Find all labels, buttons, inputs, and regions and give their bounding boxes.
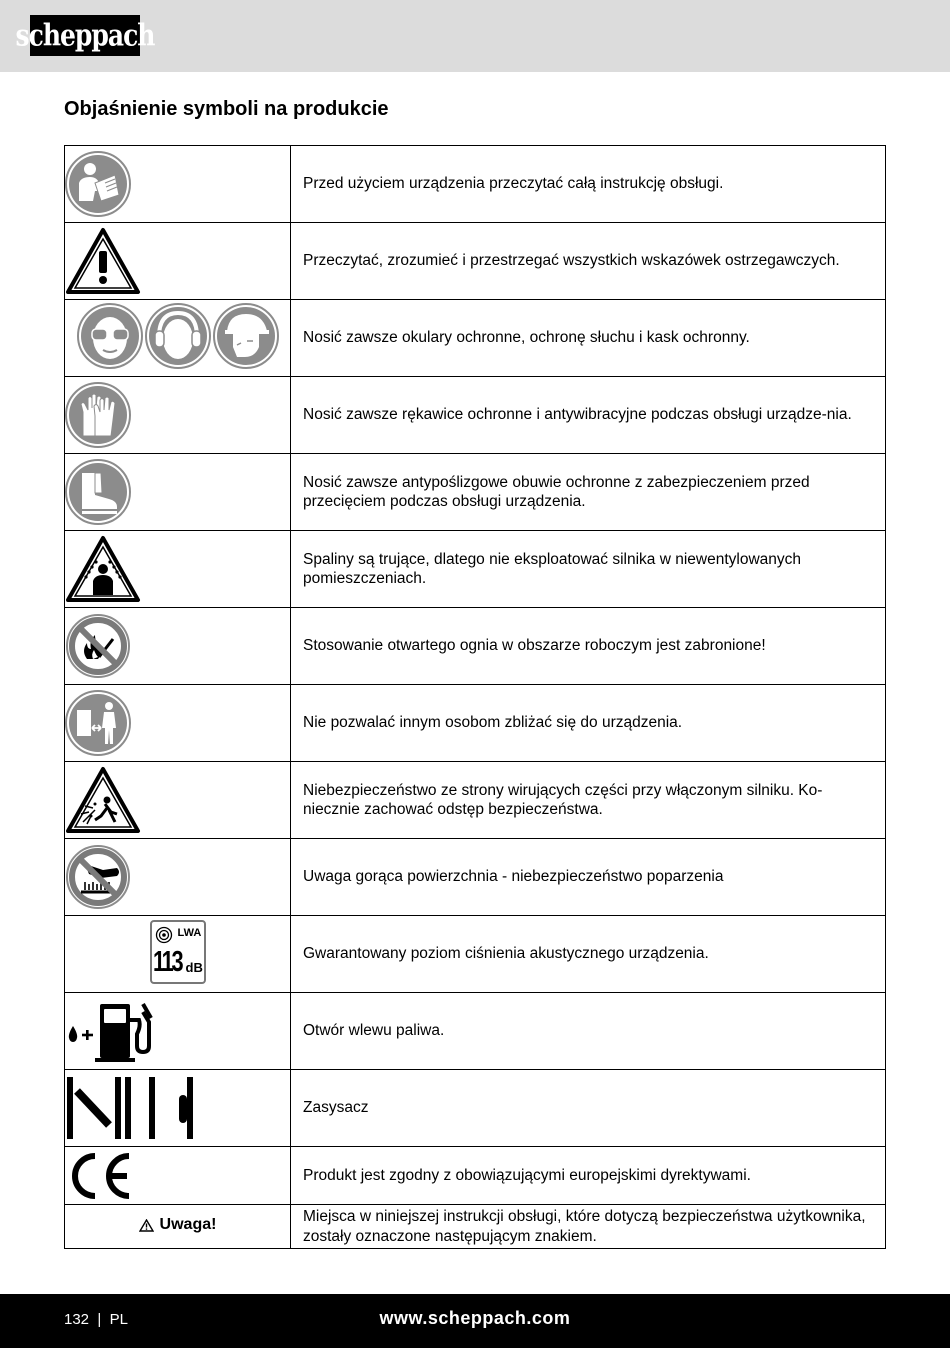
row-description: Przeczytać, zrozumieć i przestrzegać wszystkich wskazówek ostrzegawczych.: [291, 223, 886, 300]
uwaga-text: Uwaga!: [159, 1216, 217, 1234]
rotating-parts-warning-icon: [65, 766, 141, 834]
row-description: Przed użyciem urządzenia przeczytać całą instrukcję obsługi.: [291, 146, 886, 223]
table-row: [65, 1070, 886, 1147]
table-row: [65, 300, 886, 377]
page-language: PL: [109, 1311, 128, 1328]
row-description: Niebezpieczeństwo ze strony wirujących części przy włączonym silniku. Ko-niecznie zachować odstęp bezpieczeństwa.: [291, 762, 886, 839]
ce-mark-icon: [65, 1152, 135, 1200]
table-row: [65, 993, 886, 1070]
row-description: Nosić zawsze rękawice ochronne i antywibracyjne podczas obsługi urządze-nia.: [291, 377, 886, 454]
table-row: [65, 146, 886, 223]
page-separator: |: [93, 1311, 106, 1328]
choke-icon: [65, 1075, 195, 1141]
table-row: [65, 685, 886, 762]
safety-boots-icon: [65, 459, 131, 525]
table-row: [65, 454, 886, 531]
read-manual-icon: [65, 151, 131, 217]
sound-power-unit: dB: [185, 959, 203, 975]
row-description: Nosić zawsze okulary ochronne, ochronę słuchu i kask ochronny.: [291, 300, 886, 377]
table-row: [65, 223, 886, 300]
sound-power-label: LWA: [177, 926, 202, 939]
row-description: Produkt jest zgodny z obowiązującymi europejskimi dyrektywami.: [291, 1147, 886, 1205]
table-row: [65, 839, 886, 916]
table-row: [65, 608, 886, 685]
page-number-value: 132: [64, 1311, 90, 1328]
row-description: Zasysacz: [291, 1070, 886, 1147]
scheppach-logo: scheppach: [30, 15, 140, 56]
hard-hat-icon: [213, 303, 279, 369]
website-link[interactable]: www.scheppach.com: [379, 1308, 571, 1328]
row-description: Uwaga gorąca powierzchnia - niebezpieczeństwo poparzenia: [291, 839, 886, 916]
table-row: [65, 762, 886, 839]
table-row: [65, 1147, 886, 1205]
row-description: Gwarantowany poziom ciśnienia akustycznego urządzenia.: [291, 916, 886, 993]
toxic-fumes-warning-icon: [65, 535, 141, 603]
sound-power-icon: [150, 920, 206, 984]
row-description: Stosowanie otwartego ognia w obszarze roboczym jest zabronione!: [291, 608, 886, 685]
speaker-icon: [155, 926, 173, 944]
hearing-protection-icon: [145, 303, 211, 369]
row-description: Nosić zawsze antypoślizgowe obuwie ochronne z zabezpieczeniem przed przecięciem podczas obsługi urządzenia.: [291, 454, 886, 531]
table-row: [65, 377, 886, 454]
no-open-flame-icon: [65, 613, 131, 679]
table-row: [65, 1205, 886, 1249]
hot-surface-icon: [65, 844, 131, 910]
footer: [0, 1294, 950, 1348]
page-title: Objaśnienie symboli na produkcie: [64, 98, 389, 120]
warning-triangle-small-icon: [139, 1219, 154, 1232]
row-description: Spaliny są trujące, dlatego nie eksploatować silnika w niewentylowanych pomieszczeniach.: [291, 531, 886, 608]
keep-distance-icon: [65, 690, 131, 756]
uwaga-label: [139, 1216, 217, 1234]
row-description: Otwór wlewu paliwa.: [291, 993, 886, 1070]
table-row: [65, 916, 886, 993]
sound-power-value: 113: [152, 945, 181, 978]
fuel-filler-icon: [65, 998, 161, 1064]
general-warning-icon: [65, 227, 141, 295]
safety-goggles-icon: [77, 303, 143, 369]
row-description: Nie pozwalać innym osobom zbliżać się do urządzenia.: [291, 685, 886, 762]
gloves-icon: [65, 382, 131, 448]
table-row: [65, 531, 886, 608]
row-description: Miejsca w niniejszej instrukcji obsługi, które dotyczą bezpieczeństwa użytkownika, zostały oznaczone następującym znakiem.: [291, 1205, 886, 1249]
symbols-table: [64, 145, 886, 1249]
